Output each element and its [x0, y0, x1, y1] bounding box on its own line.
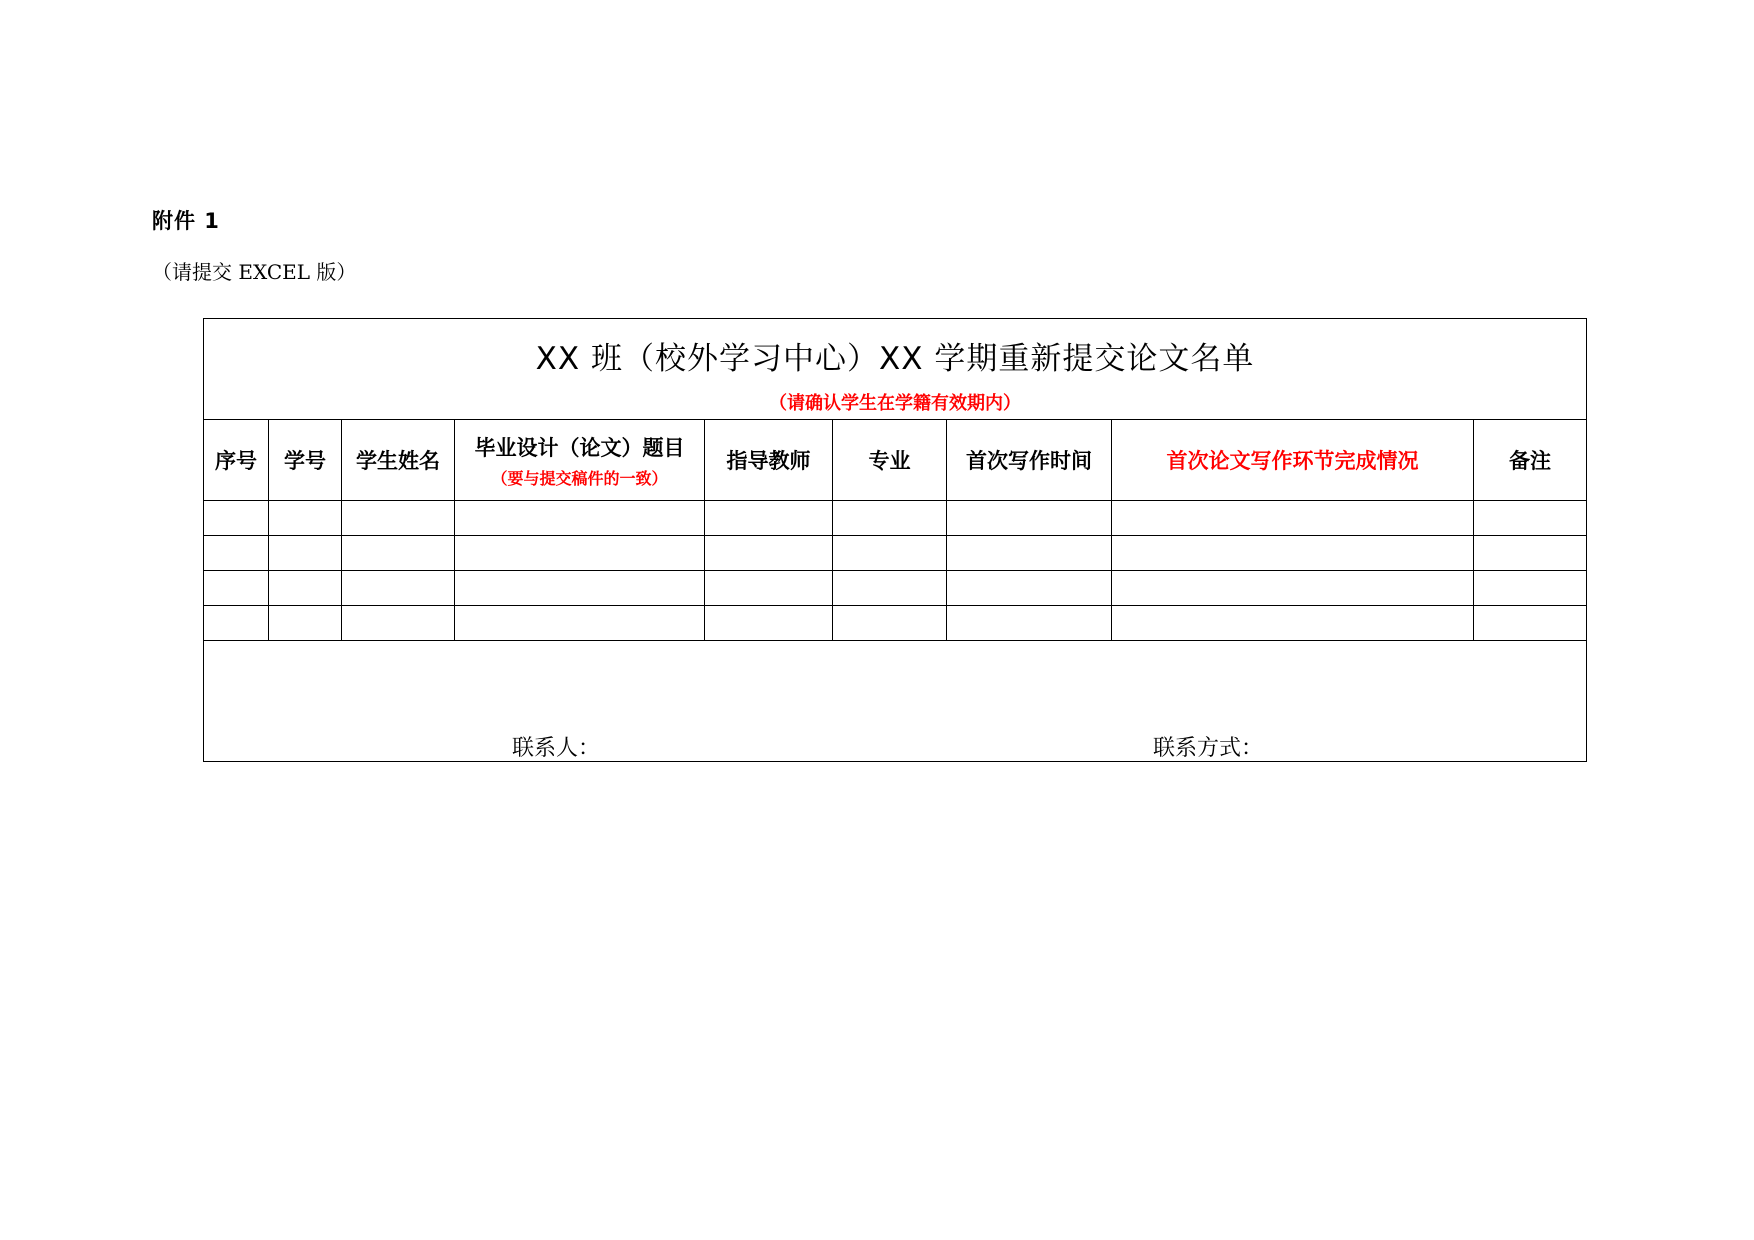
contact-method-label: 联系方式： [1153, 736, 1264, 761]
col-label-major: 专业 [868, 449, 911, 473]
footer-cell [204, 641, 1587, 762]
table-cell[interactable] [947, 536, 1112, 571]
col-label-first-writing-status: 首次论文写作环节完成情况 [1166, 449, 1419, 473]
table-cell[interactable] [342, 571, 455, 606]
table-cell[interactable] [1474, 606, 1587, 641]
table-cell[interactable] [204, 606, 269, 641]
table-cell[interactable] [455, 536, 705, 571]
table-cell[interactable] [833, 571, 947, 606]
table-row [204, 606, 1587, 641]
table-cell[interactable] [269, 606, 342, 641]
table-row [204, 536, 1587, 571]
table-cell[interactable] [705, 606, 833, 641]
table-cell[interactable] [705, 501, 833, 536]
table-cell[interactable] [455, 606, 705, 641]
col-header-thesis-title [455, 420, 705, 501]
col-label-remarks: 备注 [1509, 449, 1551, 473]
table-cell[interactable] [947, 501, 1112, 536]
attachment-label: 附件 1 [152, 209, 220, 233]
resubmission-form-table [203, 318, 1587, 762]
table-cell[interactable] [1112, 571, 1474, 606]
table-cell[interactable] [204, 536, 269, 571]
table-cell[interactable] [833, 606, 947, 641]
table-cell[interactable] [204, 571, 269, 606]
table-cell[interactable] [833, 501, 947, 536]
header-row [204, 420, 1587, 501]
attachment-note: （请提交 EXCEL 版） [152, 260, 357, 284]
table-cell[interactable] [705, 536, 833, 571]
table-cell[interactable] [269, 571, 342, 606]
col-header-first-writing-status [1112, 420, 1474, 501]
table-cell[interactable] [269, 536, 342, 571]
title-cell [204, 319, 1587, 420]
table-cell[interactable] [1112, 536, 1474, 571]
col-header-advisor [705, 420, 833, 501]
col-header-major [833, 420, 947, 501]
col-header-student-name [342, 420, 455, 501]
col-label-advisor: 指导教师 [726, 449, 811, 473]
table-cell[interactable] [342, 501, 455, 536]
table-cell[interactable] [1112, 501, 1474, 536]
col-label-thesis-title: 毕业设计（论文）题目 [474, 435, 685, 460]
col-label-serial: 序号 [215, 449, 257, 473]
col-label-student-name: 学生姓名 [356, 449, 440, 473]
table-cell[interactable] [455, 571, 705, 606]
table-row [204, 571, 1587, 606]
col-label-first-writing-time: 首次写作时间 [966, 449, 1092, 473]
contact-person-label: 联系人： [512, 736, 601, 761]
table-cell[interactable] [947, 571, 1112, 606]
table-cell[interactable] [269, 501, 342, 536]
col-note-thesis-title: （要与提交稿件的一致） [491, 468, 668, 488]
table-cell[interactable] [342, 536, 455, 571]
col-header-serial [204, 420, 269, 501]
col-header-student-id [269, 420, 342, 501]
col-label-student-id: 学号 [284, 449, 326, 473]
table-cell[interactable] [1112, 606, 1474, 641]
col-header-remarks [1474, 420, 1587, 501]
table-cell[interactable] [1474, 536, 1587, 571]
table-cell[interactable] [947, 606, 1112, 641]
table-cell[interactable] [705, 571, 833, 606]
table-cell[interactable] [455, 501, 705, 536]
table-cell[interactable] [1474, 571, 1587, 606]
col-header-first-writing-time [947, 420, 1112, 501]
table-cell[interactable] [833, 536, 947, 571]
table-cell[interactable] [204, 501, 269, 536]
table-row [204, 501, 1587, 536]
document-title: XX 班（校外学习中心）XX 学期重新提交论文名单 [535, 341, 1255, 377]
table-cell[interactable] [342, 606, 455, 641]
table-cell[interactable] [1474, 501, 1587, 536]
document-subtitle: （请确认学生在学籍有效期内） [769, 393, 1021, 414]
